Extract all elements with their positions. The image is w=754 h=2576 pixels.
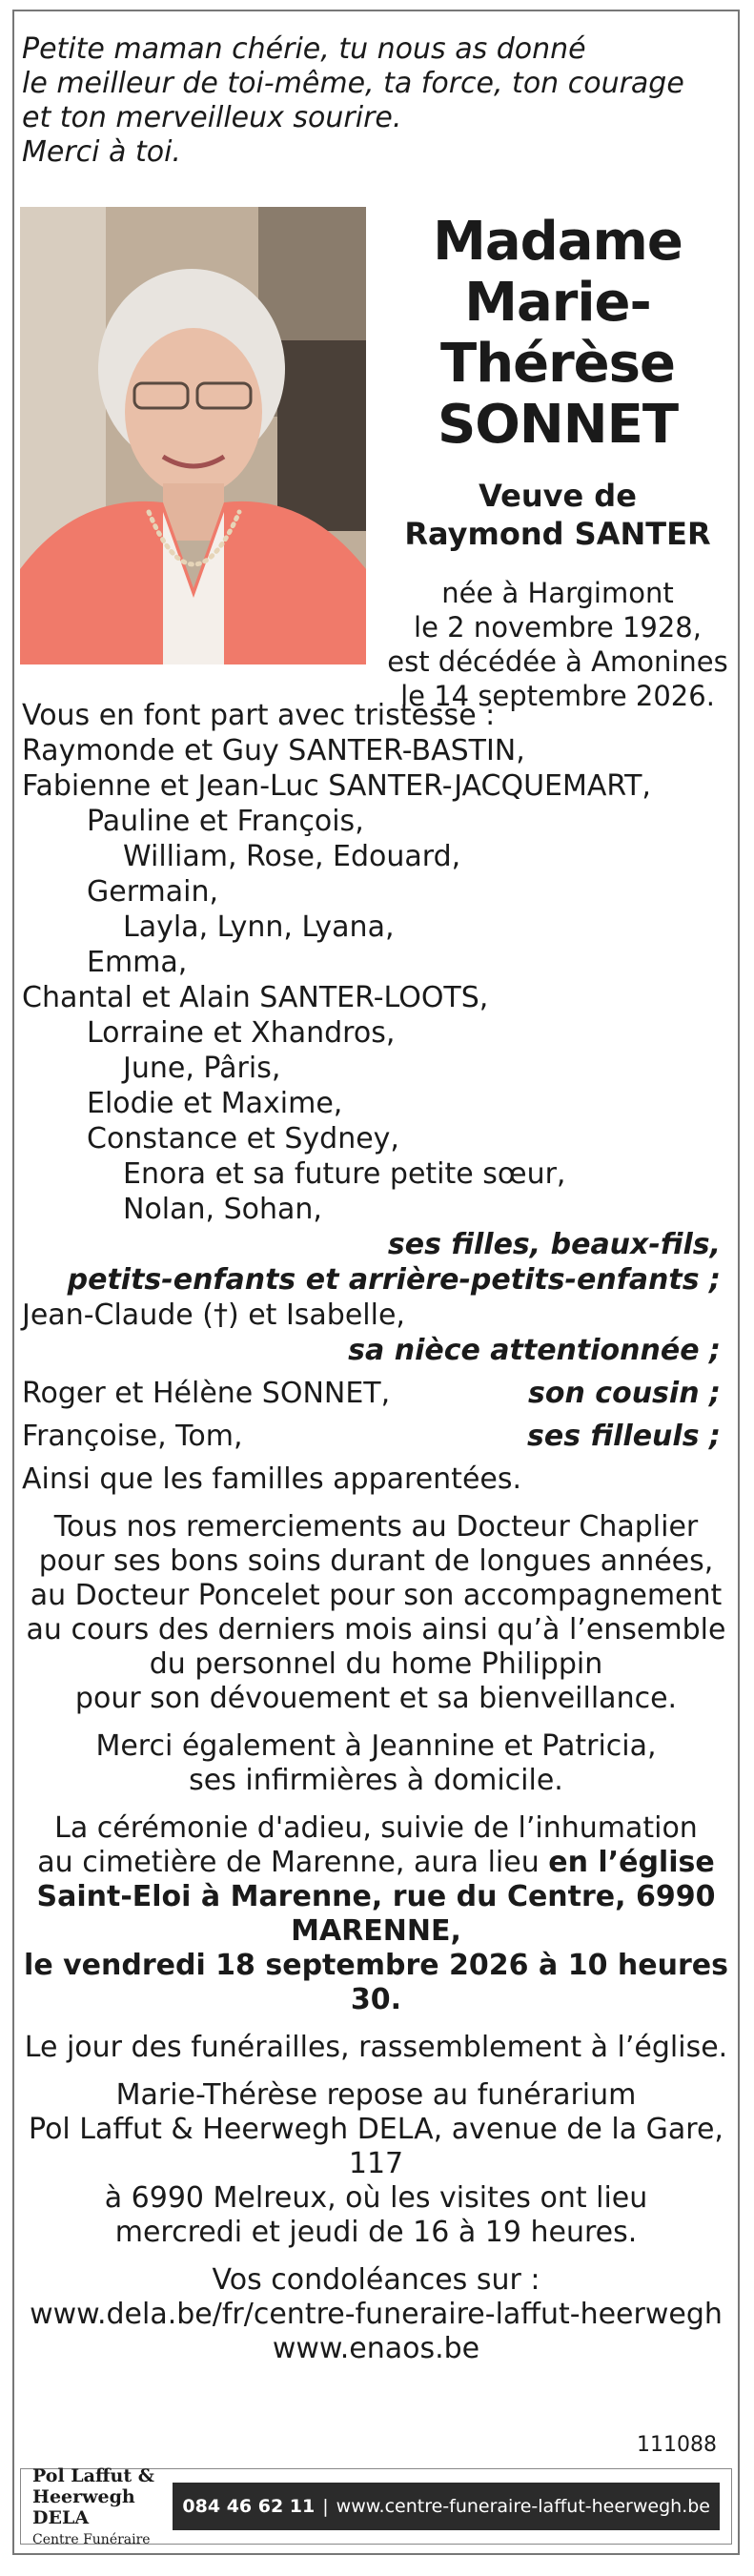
separator: |	[322, 2496, 329, 2517]
families-line: Ainsi que les familles apparentées.	[22, 1462, 522, 1496]
date-line: le 2 novembre 1928,	[414, 611, 702, 644]
condolences-link[interactable]: www.dela.be/fr/centre-funeraire-laffut-heerwegh	[30, 2298, 723, 2331]
repose-line: Marie-Thérèse repose au funérarium	[115, 2078, 637, 2112]
thanks-line: au cours des derniers mois ainsi qu’à l’ensemble	[26, 1613, 726, 1646]
family-member: Enora et sa future petite sœur,	[123, 1157, 566, 1191]
funeral-home-footer	[20, 2465, 732, 2547]
contact-box	[173, 2483, 720, 2530]
thanks2-line: Merci également à Jeannine et Patricia,	[95, 1729, 657, 1763]
deceased-title: Madame	[433, 211, 683, 273]
family-member: Raymonde et Guy SANTER-BASTIN,	[22, 734, 525, 767]
thanks-line: pour ses bons soins durant de longues années,	[38, 1544, 714, 1578]
ceremony-text: au cimetière de Marenne, aura lieu	[37, 1846, 549, 1879]
quote-line: et ton merveilleux sourire.	[22, 101, 402, 134]
family-member: Pauline et François,	[87, 805, 364, 838]
ceremony-line	[14, 1846, 738, 1880]
family-member: June, Pâris,	[123, 1052, 281, 1085]
date-line: née à Hargimont	[441, 577, 674, 609]
quote-line: le meilleur de toi-même, ta force, ton courage	[22, 67, 684, 100]
repose-line: à 6990 Melreux, où les visites ont lieu	[104, 2181, 648, 2215]
condolences-intro: Vos condoléances sur :	[212, 2263, 540, 2297]
repose-block	[14, 2078, 738, 2250]
godchildren-row	[14, 1419, 738, 1454]
thanks-block	[14, 1510, 738, 1716]
repose-line: Pol Laffut & Heerwegh DELA, avenue de la Gare, 117	[29, 2113, 723, 2180]
niece-role: sa nièce attentionnée ;	[348, 1334, 721, 1367]
cousin-row	[14, 1376, 738, 1411]
widow-line: Veuve de	[479, 478, 637, 514]
obituary-page	[12, 10, 740, 2555]
ceremony-line: La cérémonie d'adieu, suivie de l’inhumation	[54, 1811, 698, 1845]
condolences-link[interactable]: www.enaos.be	[272, 2332, 480, 2365]
quote	[22, 32, 727, 170]
deceased-last-name: SONNET	[437, 394, 679, 456]
family-member: Elodie et Maxime,	[87, 1087, 343, 1120]
thanks-line: pour son dévouement et sa bienveillance.	[74, 1682, 678, 1715]
website-link[interactable]: www.centre-funeraire-laffut-heerwegh.be	[336, 2496, 710, 2517]
quote-line: Petite maman chérie, tu nous as donné	[22, 32, 586, 66]
family-member: William, Rose, Edouard,	[123, 840, 461, 873]
family-list	[14, 733, 738, 1227]
reference-number: 111088	[637, 2433, 717, 2457]
ceremony-church: en l’église	[548, 1846, 715, 1879]
funeral-home-subtitle: Centre Funéraire	[32, 2532, 151, 2547]
family-member: Germain,	[87, 875, 219, 909]
godchildren-role: ses filleuls ;	[527, 1420, 721, 1453]
deceased-first-name: Marie-Thérèse	[440, 272, 675, 395]
widow-of	[377, 477, 739, 553]
family-member: Fabienne et Jean-Luc SANTER-JACQUEMART,	[22, 769, 651, 803]
condolences-block	[14, 2263, 738, 2366]
funeral-home-logo	[21, 2465, 173, 2547]
portrait-photo	[20, 207, 366, 664]
role-daughters: ses filles, beaux-fils,	[387, 1228, 721, 1261]
quote-line: Merci à toi.	[22, 135, 181, 169]
family-member: Constance et Sydney,	[87, 1122, 399, 1155]
funeral-home-brand: Pol Laffut & Heerwegh DELA	[32, 2465, 154, 2528]
cousin-name: Roger et Hélène SONNET,	[22, 1377, 391, 1410]
thanks-line: du personnel du home Philippin	[149, 1647, 603, 1681]
thanks2-line: ses infirmières à domicile.	[189, 1764, 563, 1797]
repose-line: mercredi et jeudi de 16 à 19 heures.	[114, 2216, 638, 2249]
ceremony-address: Saint-Eloi à Marenne, rue du Centre, 6990 MARENNE,	[36, 1880, 716, 1948]
ceremony-date: le vendredi 18 septembre 2026 à 10 heures 30.	[24, 1949, 728, 2016]
family-member: Emma,	[87, 946, 188, 979]
family-member: Chantal et Alain SANTER-LOOTS,	[22, 981, 489, 1014]
family-member: Nolan, Sohan,	[123, 1193, 322, 1226]
widow-line: Raymond SANTER	[404, 516, 711, 552]
thanks2-block	[14, 1729, 738, 1798]
gathering: Le jour des funérailles, rassemblement à l’église.	[24, 2031, 728, 2064]
intro: Vous en font part avec tristesse :	[22, 699, 496, 732]
role-grandchildren: petits-enfants et arrière-petits-enfants ;	[67, 1263, 721, 1297]
date-line: est décédée à Amonines	[387, 645, 728, 678]
deceased-header	[377, 212, 739, 713]
cousin-role: son cousin ;	[528, 1377, 721, 1410]
thanks-line: Tous nos remerciements au Docteur Chaplier	[53, 1510, 699, 1544]
phone-number[interactable]: 084 46 62 11	[182, 2496, 316, 2517]
ceremony-block	[14, 1811, 738, 2017]
thanks-line: au Docteur Poncelet pour son accompagnement	[30, 1579, 723, 1612]
family-member: Layla, Lynn, Lyana,	[123, 910, 395, 944]
family-member: Lorraine et Xhandros,	[87, 1016, 396, 1050]
announcement	[14, 698, 738, 2366]
birth-death-dates	[377, 576, 739, 713]
niece-name: Jean-Claude (†) et Isabelle,	[22, 1298, 405, 1332]
date-line: le 14 septembre 2026.	[400, 680, 715, 712]
godchildren-name: Françoise, Tom,	[22, 1420, 243, 1453]
